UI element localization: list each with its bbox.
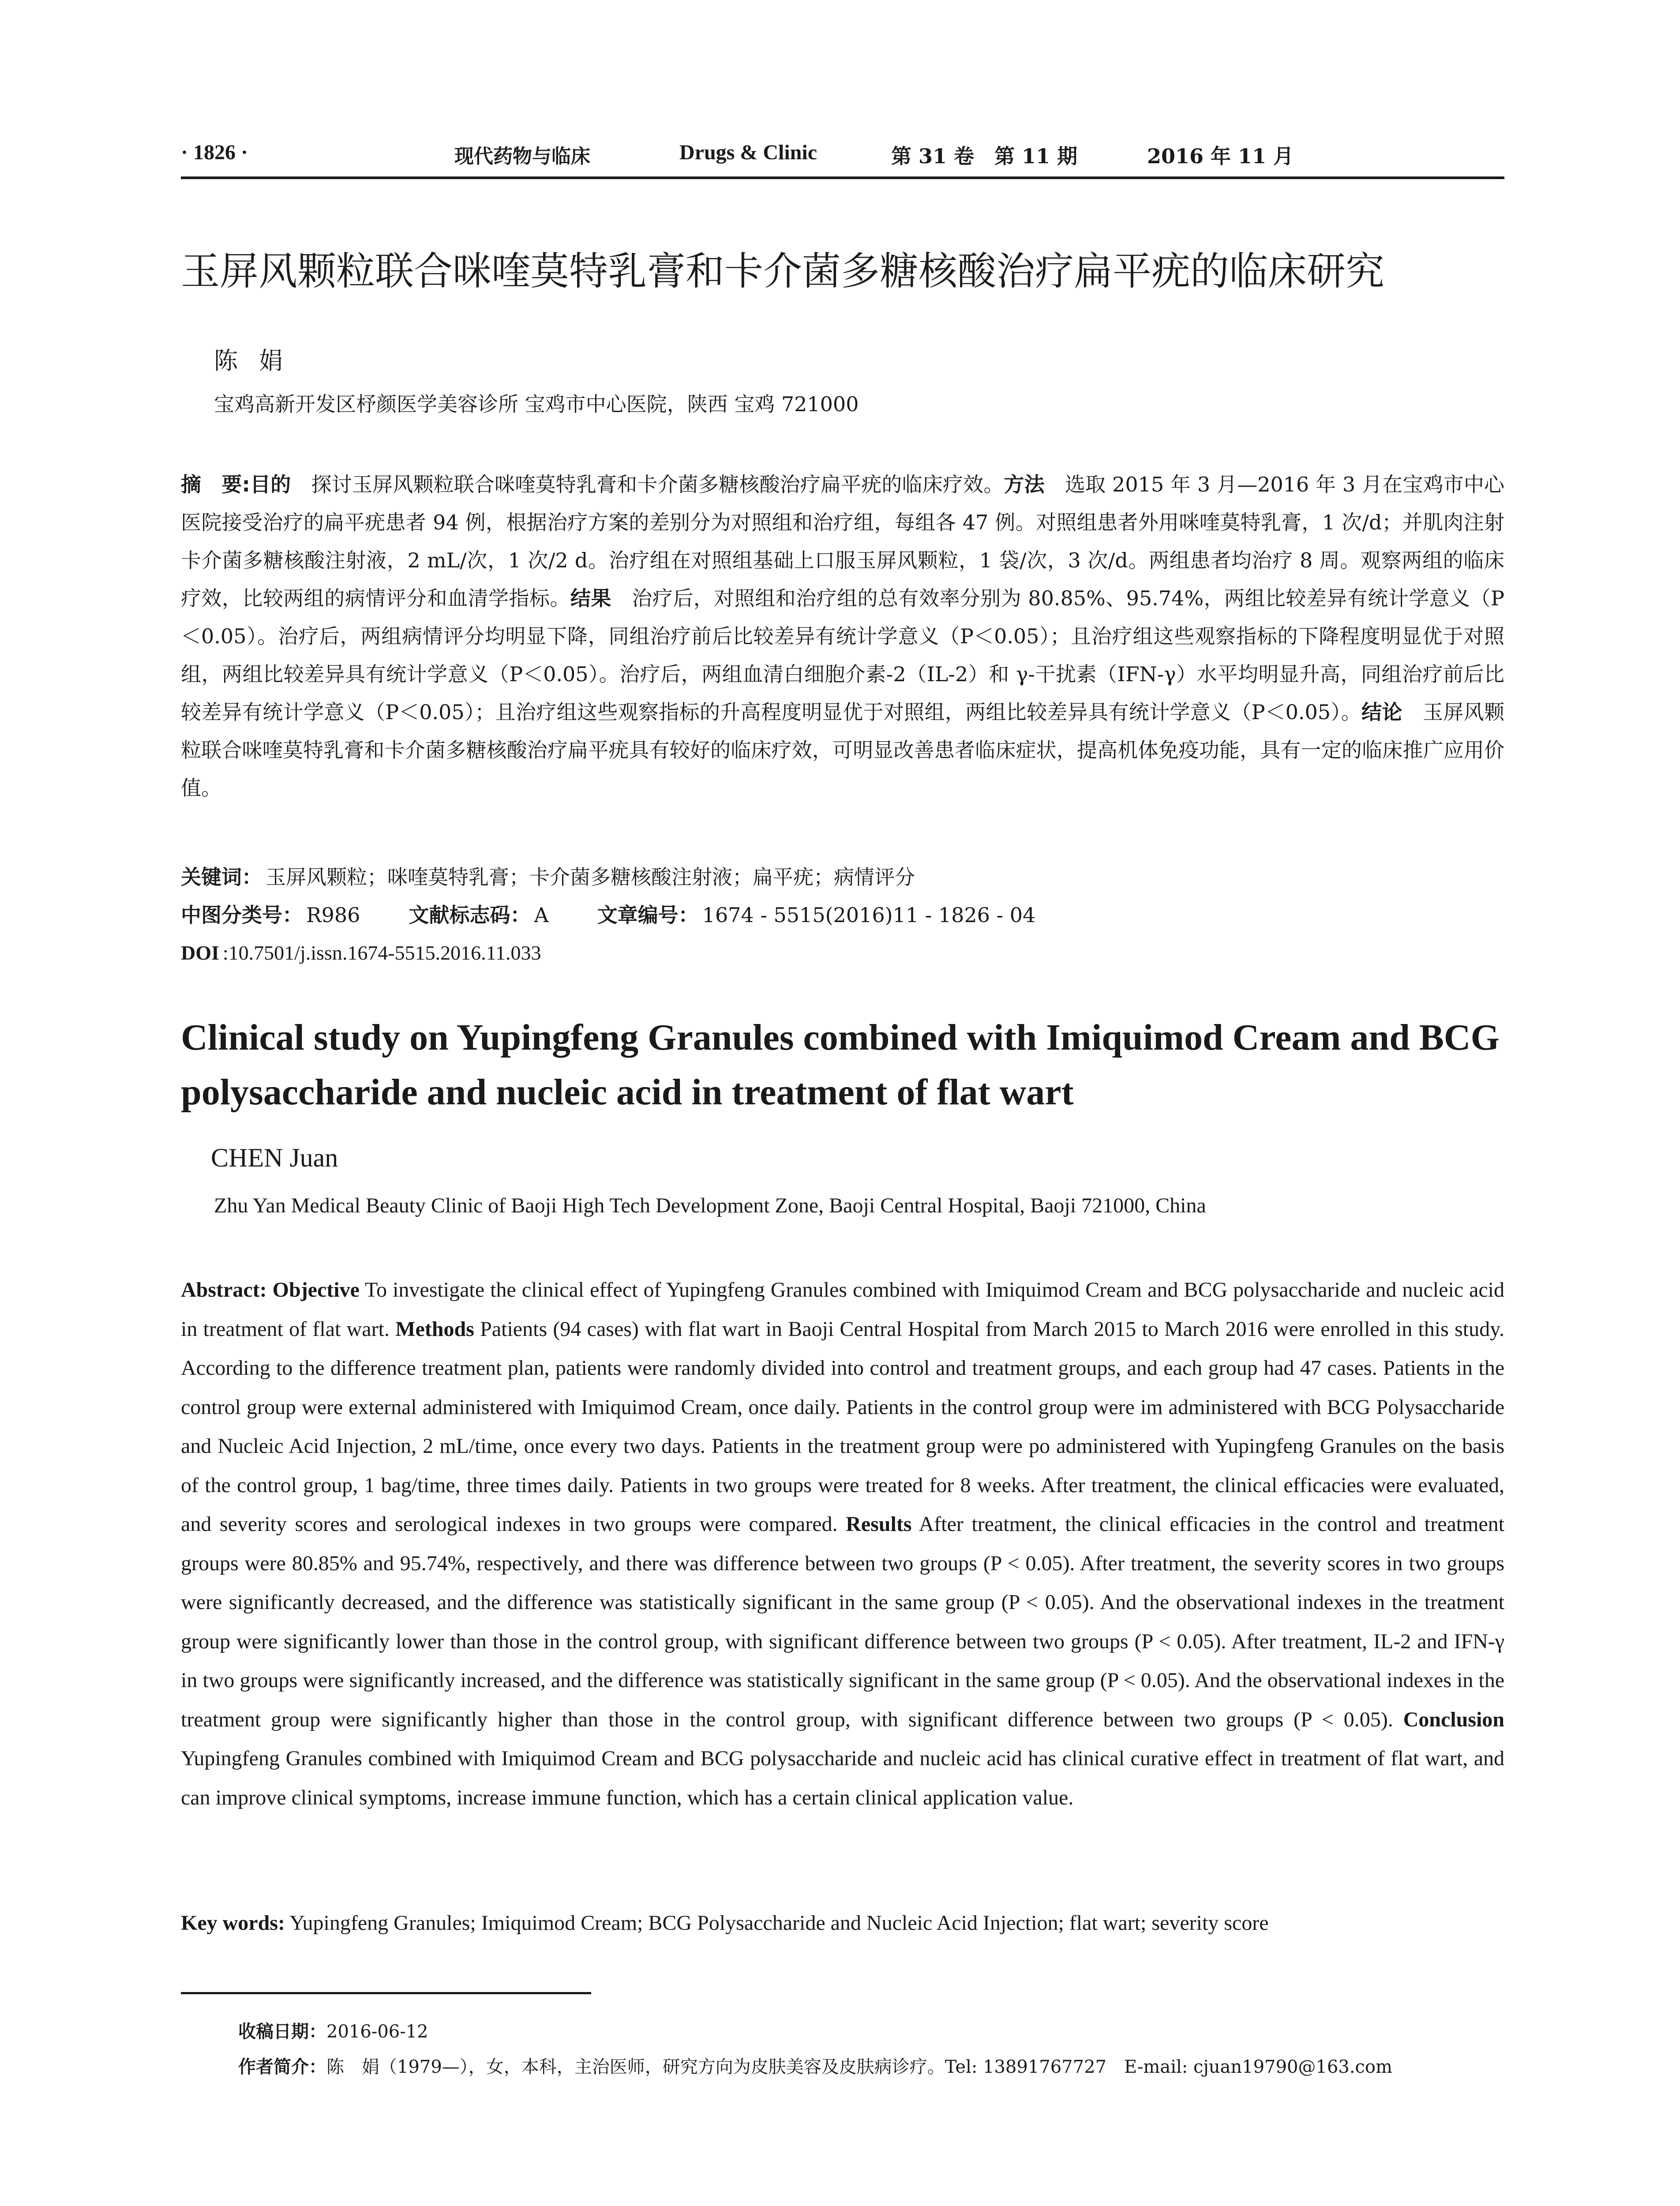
- running-header: [181, 140, 1504, 180]
- received-date: 2016-06-12: [326, 2022, 428, 2042]
- en-results-text: After treatment, the clinical efficacies in the control and treatment groups were 80.85% and 95.74%, respectively, and there was difference between two groups (P < 0.05). After treatment, the severity scores in two groups were significantly decreased, and the difference was statistically significant in the same group (P < 0.05). And the observational indexes in the treatment group were significantly lower than those in the control group, with significant difference between two groups (P < 0.05). After treatment, IL-2 and IFN-γ in two groups were significantly increased, and the difference was statistically significant in the same group (P < 0.05). And the observational indexes in the treatment group were significantly higher than those in the control group, with significant difference between two groups (P < 0.05).: [181, 1512, 1504, 1731]
- article-number: 1674 - 5515(2016)11 - 1826 - 04: [702, 903, 1036, 927]
- doc-code-label: 文献标志码：: [409, 903, 531, 927]
- cn-results-text: 治疗后，对照组和治疗组的总有效率分别为 80.85%、95.74%，两组比较差异有统计学意义（P＜0.05）。治疗后，两组病情评分均明显下降，同组治疗前后比较差异有统计学意义（P＜0.05）；且治疗组这些观察指标的下降程度明显优于对照组，两组比较差异具有统计学意义（P＜0.05）。治疗后，两组血清白细胞介素-2（IL-2）和 γ-干扰素（IFN-γ）水平均明显升高，同组治疗前后比较差异有统计学意义（P＜0.05）；且治疗组这些观察指标的升高程度明显优于对照组，两组比较差异具有统计学意义（P＜0.05）。: [181, 586, 1505, 724]
- doi-value: :10.7501/j.issn.1674-5515.2016.11.033: [222, 942, 541, 964]
- en-methods-label: Methods: [395, 1317, 474, 1341]
- cn-objective-text: 探讨玉屏风颗粒联合咪喹莫特乳膏和卡介菌多糖核酸治疗扁平疣的临床疗效。: [291, 473, 1004, 496]
- en-conclusion-text: Yupingfeng Granules combined with Imiquimod Cream and BCG polysaccharide and nucleic acid has clinical curative effect in treatment of flat wart, and can improve clinical symptoms, increase immune function, which has a certain clinical application value.: [181, 1747, 1504, 1809]
- volume-issue: 第 31 卷 第 11 期: [891, 144, 1078, 168]
- cn-abstract-label: 摘 要:: [181, 473, 250, 496]
- author-bio-label: 作者简介：: [238, 2057, 326, 2077]
- cn-conclusion-text: 玉屏风颗粒联合咪喹莫特乳膏和卡介菌多糖核酸治疗扁平疣具有较好的临床疗效，可明显改善患者临床症状，提高机体免疫功能，具有一定的临床推广应用价值。: [181, 700, 1505, 800]
- cn-title: 玉屏风颗粒联合咪喹莫特乳膏和卡介菌多糖核酸治疗扁平疣的临床研究: [181, 248, 1385, 294]
- clc-number: R986: [306, 903, 360, 927]
- en-title: Clinical study on Yupingfeng Granules combined with Imiquimod Cream and BCG polysaccharide and nucleic acid in treatment of flat wart: [181, 1017, 1500, 1113]
- en-keywords-label: Key words:: [181, 1911, 285, 1935]
- cn-keywords: 玉屏风颗粒；咪喹莫特乳膏；卡介菌多糖核酸注射液；扁平疣；病情评分: [266, 865, 915, 889]
- cn-affiliation: 宝鸡高新开发区杼颜医学美容诊所 宝鸡市中心医院，陕西 宝鸡 721000: [214, 392, 859, 416]
- en-objective-label: Objective: [272, 1278, 360, 1302]
- clc-label: 中图分类号：: [181, 903, 303, 927]
- doi-line: [181, 934, 1504, 972]
- received-date-line: [238, 2016, 1518, 2047]
- received-label: 收稿日期：: [238, 2022, 326, 2042]
- en-abstract: [181, 1271, 1504, 1817]
- en-conclusion-label: Conclusion: [1403, 1707, 1504, 1731]
- en-affiliation: Zhu Yan Medical Beauty Clinic of Baoji High Tech Development Zone, Baoji Central Hospital, Baoji 721000, China: [214, 1194, 1206, 1217]
- cn-keywords-label: 关键词：: [181, 865, 262, 889]
- author-bio: 陈 娟（1979—），女，本科，主治医师，研究方向为皮肤美容及皮肤病诊疗。Tel: 13891767727 E-mail: cjuan19790@163.com: [326, 2057, 1392, 2077]
- header-rule: [181, 176, 1504, 179]
- journal-name-cn: 现代药物与临床: [454, 145, 590, 168]
- en-methods-text: Patients (94 cases) with flat wart in Baoji Central Hospital from March 2015 to March 2016 were enrolled in this study. According to the difference treatment plan, patients were randomly divided into control and treatment groups, and each group had 47 cases. Patients in the control group were external administered with Imiquimod Cream, once daily. Patients in the control group were im administered with BCG Polysaccharide and Nucleic Acid Injection, 2 mL/time, once every two days. Patients in the treatment group were po administered with Yupingfeng Granules on the basis of the control group, 1 bag/time, three times daily. Patients in two groups were treated for 8 weeks. After treatment, the clinical efficacies were evaluated, and severity scores and serological indexes in two groups were compared.: [181, 1317, 1504, 1536]
- en-keywords: Yupingfeng Granules; Imiquimod Cream; BCG Polysaccharide and Nucleic Acid Injection; flat wart; severity score: [285, 1911, 1269, 1935]
- en-abstract-label: Abstract:: [181, 1278, 267, 1302]
- en-keywords-line: [181, 1904, 1504, 1943]
- doi-label: DOI: [181, 942, 219, 964]
- cn-methods-text: 选取 2015 年 3 月—2016 年 3 月在宝鸡市中心医院接受治疗的扁平疣患者 94 例，根据治疗方案的差别分为对照组和治疗组，每组各 47 例。对照组患者外用咪喹莫特乳膏，1 次/d；并肌肉注射卡介菌多糖核酸注射液，2 mL/次，1 次/2 d。治疗组在对照组基础上口服玉屏风颗粒，1 袋/次，3 次/d。两组患者均治疗 8 周。观察两组的临床疗效，比较两组的病情评分和血清学指标。: [181, 473, 1505, 610]
- en-objective-text: To investigate the clinical effect of Yupingfeng Granules combined with Imiquimod Cream and BCG polysaccharide and nucleic acid in treatment of flat wart.: [181, 1278, 1504, 1341]
- en-results-label: Results: [846, 1512, 912, 1536]
- page-number: · 1826 ·: [181, 141, 248, 164]
- cn-results-label: 结果: [570, 586, 611, 610]
- footnote-rule: [181, 1992, 591, 1994]
- cn-author: 陈娟: [214, 347, 304, 375]
- cn-conclusion-label: 结论: [1361, 700, 1402, 724]
- en-author: CHEN Juan: [211, 1143, 338, 1172]
- article-number-label: 文章编号：: [597, 903, 699, 927]
- cn-keywords-line: [181, 858, 1504, 896]
- cn-classification-line: [181, 896, 1504, 934]
- journal-name-en: Drugs & Clinic: [679, 141, 817, 164]
- doc-code: A: [534, 903, 549, 927]
- author-bio-line: [238, 2052, 1518, 2082]
- cn-objective-label: 目的: [250, 473, 291, 496]
- issue-date: 2016 年 11 月: [1147, 144, 1294, 168]
- cn-abstract: [181, 465, 1504, 807]
- cn-methods-label: 方法: [1004, 473, 1045, 496]
